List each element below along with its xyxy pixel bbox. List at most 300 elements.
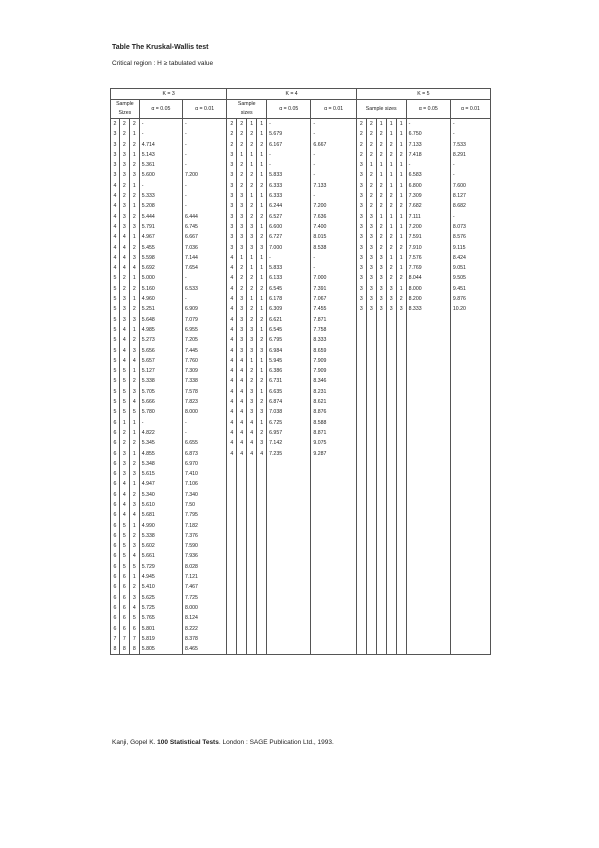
k4-sample-size-cell: 4: [227, 284, 237, 294]
k5-sample-size-cell: [366, 438, 376, 448]
k4-sample-size-cell: 3: [247, 335, 257, 345]
k4-sample-label: Sample: [227, 100, 267, 110]
k4-sample-size-cell: 4: [227, 335, 237, 345]
k5-sample-size-cell: 2: [366, 170, 376, 180]
k4-sample-size-cell: 2: [237, 129, 247, 139]
k4-sample-size-cell: 3: [227, 232, 237, 242]
k4-sample-size-cell: 4: [237, 407, 247, 417]
k5-sample-size-cell: [366, 407, 376, 417]
k5-alpha01-cell: 10.20: [450, 304, 490, 314]
k5-sample-size-cell: 3: [356, 181, 366, 191]
k4-alpha05-cell: [267, 634, 311, 644]
k3-alpha01-cell: 6.873: [182, 449, 226, 459]
k3-sample-size-cell: 4: [129, 397, 139, 407]
k5-alpha05-cell: 7.200: [406, 222, 450, 232]
k5-sample-size-cell: [396, 624, 406, 634]
table-row: [111, 593, 491, 603]
k5-sample-size-cell: 1: [376, 160, 386, 170]
k4-sample-size-cell: [237, 469, 247, 479]
k4-alpha05-cell: [267, 593, 311, 603]
k5-alpha01-cell: [450, 551, 490, 561]
k4-sample-size-cell: 2: [237, 273, 247, 283]
k5-header: K = 5: [356, 89, 490, 100]
k4-sample-size-cell: 4: [227, 263, 237, 273]
k5-sample-size-cell: [376, 315, 386, 325]
k5-sample-size-cell: [356, 315, 366, 325]
k4-sample-size-cell: 2: [257, 181, 267, 191]
k3-alpha05-cell: 4.822: [139, 428, 182, 438]
k3-sample-size-cell: 4: [119, 346, 129, 356]
k3-sample-size-cell: 2: [129, 459, 139, 469]
k5-sample-size-cell: [386, 346, 396, 356]
k3-alpha05-cell: 5.648: [139, 315, 182, 325]
k3-sample-size-cell: 4: [119, 356, 129, 366]
k3-sample-label: Sample: [111, 100, 140, 110]
k3-sample-size-cell: 5: [111, 294, 120, 304]
k5-sample-size-cell: 3: [366, 284, 376, 294]
k5-sample-size-cell: [366, 346, 376, 356]
k3-alpha05-cell: 4.947: [139, 479, 182, 489]
k3-sample-size-cell: 6: [111, 572, 120, 582]
k5-sample-size-cell: 1: [376, 170, 386, 180]
k5-sample-size-cell: [356, 634, 366, 644]
k5-sample-size-cell: 1: [396, 212, 406, 222]
k4-alpha01-cell: -: [311, 150, 356, 160]
k3-alpha01-cell: -: [182, 191, 226, 201]
k5-sample-size-cell: [396, 479, 406, 489]
k5-alpha05-cell: [406, 531, 450, 541]
k5-sample-size-cell: [396, 346, 406, 356]
k5-sample-size-cell: [376, 644, 386, 655]
k4-alpha01-cell: -: [311, 119, 356, 130]
k5-sample-size-cell: 1: [396, 181, 406, 191]
k3-alpha01-cell: 6.970: [182, 459, 226, 469]
k4-sample-size-cell: [257, 510, 267, 520]
table-row: [111, 284, 491, 294]
k5-sample-size-cell: [386, 500, 396, 510]
k5-sample-size-cell: 2: [356, 140, 366, 150]
k4-sample-size-cell: 2: [257, 284, 267, 294]
k5-alpha01-cell: [450, 366, 490, 376]
k3-alpha05-cell: 5.127: [139, 366, 182, 376]
k3-alpha01-cell: -: [182, 273, 226, 283]
k3-sample-size-cell: 4: [111, 243, 120, 253]
k4-sample-size-cell: [227, 479, 237, 489]
k4-sample-size-cell: 4: [237, 418, 247, 428]
k4-sample-size-cell: 2: [257, 397, 267, 407]
k3-sample-size-cell: 3: [129, 346, 139, 356]
k5-sample-size-cell: [396, 490, 406, 500]
k4-sample-size-cell: 4: [227, 325, 237, 335]
k4-sample-size-cell: [237, 613, 247, 623]
k4-sample-size-cell: 1: [257, 294, 267, 304]
k4-sample-size-cell: 4: [227, 418, 237, 428]
k4-alpha05-cell: [267, 510, 311, 520]
k5-alpha05-cell: 7.309: [406, 191, 450, 201]
k4-sample-size-cell: [237, 624, 247, 634]
k3-sample-size-cell: 2: [129, 140, 139, 150]
k3-alpha01-cell: 8.222: [182, 624, 226, 634]
k4-sample-size-cell: [247, 572, 257, 582]
k3-sample-size-cell: 5: [111, 325, 120, 335]
k4-alpha01-cell: 8.231: [311, 387, 356, 397]
k4-sample-size-cell: 3: [237, 335, 247, 345]
k4-alpha05-cell: -: [267, 119, 311, 130]
k3-sample-size-cell: 3: [129, 315, 139, 325]
k5-sample-size-cell: 2: [376, 181, 386, 191]
k4-sample-size-cell: 3: [227, 212, 237, 222]
k3-sample-size-cell: 5: [119, 562, 129, 572]
k3-sample-size-cell: 2: [129, 212, 139, 222]
k5-alpha01-cell: [450, 449, 490, 459]
k4-sample-size-cell: [247, 551, 257, 561]
k3-sample-size-cell: 6: [111, 531, 120, 541]
k3-sample-size-cell: 4: [129, 551, 139, 561]
k5-sample-size-cell: 3: [366, 212, 376, 222]
k4-sample-size-cell: [227, 603, 237, 613]
k5-sample-size-cell: 3: [356, 232, 366, 242]
k4-alpha01-cell: 8.538: [311, 243, 356, 253]
k4-sample-size-cell: 3: [227, 191, 237, 201]
k4-sample-size-cell: 4: [237, 387, 247, 397]
k4-alpha05-cell: 7.038: [267, 407, 311, 417]
k3-alpha01-cell: -: [182, 201, 226, 211]
k4-alpha05-cell: 6.635: [267, 387, 311, 397]
k5-sample-size-cell: [366, 356, 376, 366]
k4-sample-size-cell: [257, 624, 267, 634]
k3-sample-size-cell: 5: [119, 531, 129, 541]
k3-alpha01-cell: -: [182, 428, 226, 438]
k3-sample-size-cell: 1: [129, 294, 139, 304]
k5-alpha05-cell: [406, 315, 450, 325]
k5-alpha05-cell: [406, 325, 450, 335]
k5-sample-size-cell: 2: [386, 201, 396, 211]
k4-alpha01-cell: -: [311, 160, 356, 170]
k4-sample-size-cell: [247, 500, 257, 510]
k3-sample-size-cell: 6: [111, 582, 120, 592]
k5-alpha05-cell: 7.133: [406, 140, 450, 150]
k4-sample-size-cell: [257, 490, 267, 500]
k4-sample-size-cell: 2: [227, 129, 237, 139]
k3-sample-size-cell: 6: [111, 490, 120, 500]
k4-alpha01-cell: 7.871: [311, 315, 356, 325]
k3-sample-size-cell: 1: [129, 449, 139, 459]
k5-sample-size-cell: [376, 531, 386, 541]
k3-sample-size-cell: 2: [129, 191, 139, 201]
k4-sample-size-cell: 2: [257, 428, 267, 438]
k5-sample-size-cell: 3: [386, 284, 396, 294]
table-row: [111, 273, 491, 283]
k5-sample-size-cell: [386, 387, 396, 397]
k3-alpha01-cell: 7.036: [182, 243, 226, 253]
k4-sample-size-cell: 4: [247, 449, 257, 459]
k4-sample-size-cell: 1: [257, 356, 267, 366]
k4-alpha05-cell: [267, 531, 311, 541]
k5-sample-size-cell: [396, 418, 406, 428]
k4-sample-size-cell: 1: [247, 160, 257, 170]
table-row: [111, 531, 491, 541]
k5-sample-size-cell: 3: [366, 294, 376, 304]
k3-sample-size-cell: 2: [119, 428, 129, 438]
k3-sample-size-cell: 1: [129, 366, 139, 376]
k3-alpha05-cell: 5.780: [139, 407, 182, 417]
k4-sample-size-cell: [227, 521, 237, 531]
k3-sample-size-cell: 6: [111, 541, 120, 551]
k3-sample-size-cell: 6: [111, 469, 120, 479]
k5-sample-size-cell: [396, 644, 406, 655]
k5-alpha05-cell: [406, 479, 450, 489]
k3-alpha05-cell: 4.985: [139, 325, 182, 335]
k3-sample-size-cell: 3: [119, 304, 129, 314]
k5-alpha05-cell: [406, 459, 450, 469]
k4-alpha01-cell: -: [311, 263, 356, 273]
k3-alpha01-cell: 6.655: [182, 438, 226, 448]
k5-sample-size-cell: [366, 418, 376, 428]
k4-sample-size-cell: [237, 459, 247, 469]
k4-sample-size-cell: [237, 634, 247, 644]
k4-alpha01-cell: 9.287: [311, 449, 356, 459]
table-row: [111, 304, 491, 314]
k3-alpha05-cell: 5.791: [139, 222, 182, 232]
k5-alpha01-cell: 8.127: [450, 191, 490, 201]
k3-sample-size-cell: 6: [119, 624, 129, 634]
k3-sample-size-cell: 6: [111, 479, 120, 489]
k5-sample-size-cell: 3: [366, 222, 376, 232]
k4-sample-size-cell: 4: [237, 366, 247, 376]
k4-sample-size-cell: [247, 541, 257, 551]
k5-sample-size-cell: 1: [396, 119, 406, 130]
k5-sample-size-cell: [356, 531, 366, 541]
k4-sample-size-cell: [247, 593, 257, 603]
k5-sample-size-cell: [366, 335, 376, 345]
k5-sample-size-cell: [396, 531, 406, 541]
k3-sample-size-cell: 3: [129, 222, 139, 232]
k5-sample-size-cell: 1: [386, 222, 396, 232]
k4-alpha05-cell: 6.727: [267, 232, 311, 242]
k3-alpha05-cell: 5.273: [139, 335, 182, 345]
k3-alpha01-cell: 7.106: [182, 479, 226, 489]
k5-sample-size-cell: [366, 644, 376, 655]
k3-sample-size-cell: 7: [119, 634, 129, 644]
k5-alpha01-cell: 8.682: [450, 201, 490, 211]
k5-sample-size-cell: 3: [356, 201, 366, 211]
k4-sample-size-cell: [247, 521, 257, 531]
k3-sample-size-cell: 1: [129, 232, 139, 242]
k3-sample-size-cell: 3: [119, 459, 129, 469]
k3-sample-size-cell: 6: [111, 624, 120, 634]
k4-sample-size-cell: [227, 562, 237, 572]
k5-sample-size-cell: [396, 325, 406, 335]
k3-alpha05-cell: -: [139, 181, 182, 191]
k5-alpha01-cell: [450, 541, 490, 551]
k4-alpha01-cell: 7.133: [311, 181, 356, 191]
k5-sample-size-cell: [356, 356, 366, 366]
table-row: [111, 315, 491, 325]
k3-sample-size-cell: 3: [111, 150, 120, 160]
k5-sample-size-cell: [396, 562, 406, 572]
k4-alpha01-cell: 7.391: [311, 284, 356, 294]
k4-alpha01-cell: [311, 634, 356, 644]
k3-sample-size-cell: 6: [111, 438, 120, 448]
k3-sample-size-cell: 2: [111, 119, 120, 130]
k4-alpha05-cell: 6.874: [267, 397, 311, 407]
k5-sample-size-cell: [376, 500, 386, 510]
k3-sample-size-cell: 5: [129, 562, 139, 572]
k3-alpha05-cell: 4.990: [139, 521, 182, 531]
k4-sample-size-cell: 1: [247, 294, 257, 304]
k4-sample-size-cell: 4: [237, 428, 247, 438]
k5-sample-size-cell: [396, 366, 406, 376]
table-row: [111, 356, 491, 366]
k3-alpha05-cell: 5.657: [139, 356, 182, 366]
k4-alpha01-cell: [311, 603, 356, 613]
k5-sample-size-cell: [356, 644, 366, 655]
k5-sample-size-cell: 3: [376, 294, 386, 304]
k4-sample-size-cell: [227, 459, 237, 469]
k3-sample-size-cell: 1: [119, 418, 129, 428]
k4-sample-size-cell: 1: [237, 150, 247, 160]
k3-alpha01-cell: 7.578: [182, 387, 226, 397]
k5-sample-size-cell: [356, 572, 366, 582]
k4-sample-size-cell: 1: [257, 263, 267, 273]
k5-alpha01-cell: [450, 325, 490, 335]
k5-sample-size-cell: [386, 582, 396, 592]
k5-sample-size-cell: 3: [376, 304, 386, 314]
table-row: [111, 613, 491, 623]
k4-alpha01-cell: 7.636: [311, 212, 356, 222]
table-row: [111, 170, 491, 180]
k3-sample-size-cell: 2: [129, 438, 139, 448]
k5-alpha05-cell: 7.682: [406, 201, 450, 211]
k5-alpha01-cell: [450, 582, 490, 592]
k5-sample-size-cell: 2: [396, 201, 406, 211]
k3-sample-size-cell: 5: [111, 346, 120, 356]
k4-alpha01-cell: -: [311, 253, 356, 263]
k4-alpha01-cell: -: [311, 170, 356, 180]
k5-alpha05-cell: [406, 644, 450, 655]
k5-sample-size-cell: [366, 531, 376, 541]
k4-sample-size-cell: 2: [237, 181, 247, 191]
k5-sample-size-cell: [366, 449, 376, 459]
table-row: [111, 449, 491, 459]
k5-sample-size-cell: 3: [366, 232, 376, 242]
k4-sample-size-cell: [237, 479, 247, 489]
table-row: [111, 387, 491, 397]
k5-sample-size-cell: 2: [366, 150, 376, 160]
k3-alpha05-cell: 5.345: [139, 438, 182, 448]
k4-sample-size-cell: 3: [237, 212, 247, 222]
k3-alpha05-cell: 5.160: [139, 284, 182, 294]
k4-alpha01-cell: [311, 500, 356, 510]
k5-sample-size-cell: [376, 356, 386, 366]
k3-alpha05-cell: 5.143: [139, 150, 182, 160]
k4-alpha01-cell: 8.659: [311, 346, 356, 356]
k4-alpha01-cell: 7.067: [311, 294, 356, 304]
k3-sample-size-cell: 4: [119, 243, 129, 253]
k5-sample-size-cell: [356, 582, 366, 592]
k5-sample-size-cell: [356, 438, 366, 448]
k4-sample-size-cell: [237, 490, 247, 500]
k3-sample-size-cell: 6: [111, 613, 120, 623]
k4-sample-size-cell: [227, 634, 237, 644]
k4-sample-size-cell: 3: [247, 325, 257, 335]
k5-alpha01-cell: [450, 418, 490, 428]
k4-sample-size-cell: [227, 582, 237, 592]
k3-alpha01-cell: 7.079: [182, 315, 226, 325]
k4-sample-size-cell: 2: [237, 284, 247, 294]
k5-sample-size-cell: [386, 634, 396, 644]
k5-sample-size-cell: 1: [386, 119, 396, 130]
k4-sample-size-cell: 4: [227, 304, 237, 314]
k5-sample-size-cell: 2: [386, 191, 396, 201]
k4-alpha01-cell: 8.015: [311, 232, 356, 242]
k5-sample-size-cell: 2: [366, 119, 376, 130]
k5-sample-size-cell: [366, 490, 376, 500]
k5-alpha05-cell: [406, 603, 450, 613]
k4-sample-size-cell: [227, 624, 237, 634]
k3-alpha05-cell: 5.340: [139, 490, 182, 500]
k3-sample-size-cell: 5: [129, 613, 139, 623]
k5-sample-size-cell: [396, 613, 406, 623]
k5-sample-size-cell: [386, 397, 396, 407]
k5-sample-size-cell: [376, 428, 386, 438]
k4-sample-size-cell: 4: [237, 449, 247, 459]
k4-sample-size-cell: [257, 593, 267, 603]
k3-alpha05-cell: 5.455: [139, 243, 182, 253]
k5-alpha05-cell: [406, 582, 450, 592]
k3-alpha01-cell: 8.000: [182, 603, 226, 613]
k4-alpha05-cell: [267, 582, 311, 592]
k4-sample-size-cell: 2: [247, 212, 257, 222]
k5-alpha05-cell: [406, 346, 450, 356]
k4-sample-size-cell: 3: [227, 201, 237, 211]
k5-sample-size-cell: [366, 582, 376, 592]
k5-alpha01-cell: [450, 407, 490, 417]
k3-sample-size-cell: 4: [129, 603, 139, 613]
k3-alpha01-cell: 7.795: [182, 510, 226, 520]
k4-alpha05-cell: 7.235: [267, 449, 311, 459]
k5-alpha05-cell: [406, 469, 450, 479]
table-row: [111, 634, 491, 644]
k4-sample-size-cell: [227, 551, 237, 561]
k3-alpha05-cell: 5.361: [139, 160, 182, 170]
k5-sample-size-cell: [376, 541, 386, 551]
k5-sample-size-cell: [376, 346, 386, 356]
k5-sample-size-cell: 1: [386, 181, 396, 191]
k3-sample-size-cell: 8: [111, 644, 120, 655]
k4-sample-size-cell: 4: [247, 418, 257, 428]
k3-sample-size-cell: 7: [111, 634, 120, 644]
k5-alpha05-cell: [406, 510, 450, 520]
k5-sample-size-cell: [396, 634, 406, 644]
k5-alpha05-cell: [406, 366, 450, 376]
k4-alpha05-cell: [267, 469, 311, 479]
table-row: [111, 572, 491, 582]
k5-sample-size-cell: [386, 490, 396, 500]
table-row: [111, 551, 491, 561]
k4-sample-size-cell: 3: [227, 243, 237, 253]
k5-sample-size-cell: [376, 613, 386, 623]
k4-sample-size-cell: 2: [237, 119, 247, 130]
table-row: [111, 129, 491, 139]
k4-alpha01-cell: 6.667: [311, 140, 356, 150]
k4-sample-size-cell: 1: [257, 418, 267, 428]
k4-alpha01-cell: [311, 510, 356, 520]
k5-sample-size-cell: 2: [376, 222, 386, 232]
k4-sample-size-cell: [257, 469, 267, 479]
k5-sample-size-cell: [376, 562, 386, 572]
k3-sample-size-cell: 6: [111, 500, 120, 510]
